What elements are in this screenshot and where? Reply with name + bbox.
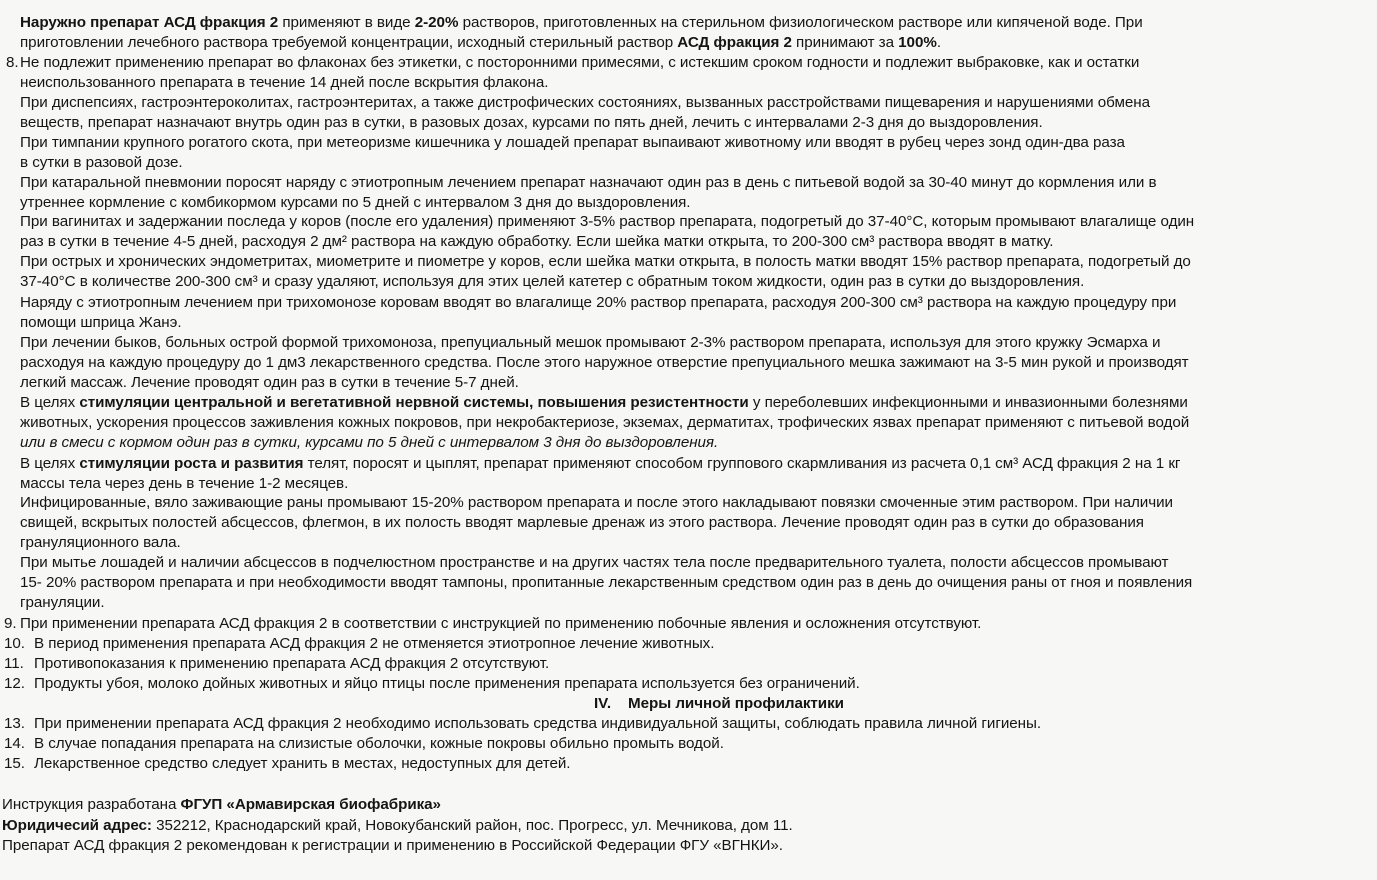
text-line [20, 434, 718, 452]
item-number: 9. [4, 615, 17, 632]
text-run: 37-40°С в количестве 200-300 см³ и сразу удаляют, используя для этих целей катетер с обратным током жидкости, один раз в сутки до выздоровления. [20, 273, 1085, 290]
bold-text: 100% [898, 34, 937, 51]
text-line [20, 314, 182, 332]
bold-text: стимуляции центральной и вегетативной нервной системы, повышения резистентности [79, 394, 749, 411]
text-run: легкий массаж. Лечение проводят один раз в сутки в течение 5-7 дней. [20, 374, 519, 391]
italic-text: или в смеси с кормом один раз в сутки, курсами по 5 дней с интервалом 3 дня до выздоровления. [20, 434, 719, 451]
item-number: 10. [4, 635, 25, 652]
text-run: 15- 20% раствором препарата и при необходимости вводят тампоны, пропитанные лекарственным средством один раз в день до очищения раны от гноя и появления [20, 574, 1193, 591]
text-line [34, 715, 1041, 733]
text-line [20, 233, 1053, 251]
text-line [34, 675, 860, 693]
text-line [20, 154, 183, 172]
text-run: Противопоказания к применению препарата АСД фракция 2 отсутствуют. [34, 655, 550, 672]
text-line [20, 394, 1188, 412]
item-number: 14. [4, 735, 25, 752]
text-run: массы тела через день в течение 1-2 месяцев. [20, 475, 349, 492]
text-run: При диспепсиях, гастроэнтероколитах, гастроэнтеритах, а также дистрофических состояниях, вызванных расстройствами пищеварения и нарушениями обмена [20, 94, 1150, 111]
text-run: свищей, вскрытых полостей абсцессов, флегмон, в их полость вводят марлевые дренаж из этого раствора. Лечение проводят один раз в сутки до образования [20, 514, 1144, 531]
text-line [20, 374, 519, 392]
text-run: неиспользованного препарата в течение 14 дней после вскрытия флакона. [20, 74, 549, 91]
text-line [20, 494, 1173, 512]
text-line [34, 755, 570, 773]
text-run: В период применения препарата АСД фракция 2 не отменяется этиотропное лечение животных. [34, 635, 715, 652]
text-line [20, 114, 1043, 132]
text-run: животных, ускорения процессов заживления кожных покровов, при некробактериозе, экземах, дерматитах, трофических язвах препарат применяют с питьевой водой [20, 414, 1190, 431]
item-number: IV. [594, 695, 612, 712]
text-line [20, 54, 1139, 72]
footer-line [2, 796, 441, 814]
bold-text: ФГУП «Армавирская биофабрика» [180, 796, 441, 813]
text-run: При мытье лошадей и наличии абсцессов в подчелюстном пространстве и на других частях тела после предварительного туалета, полости абсцессов промывают [20, 554, 1169, 571]
text-run: раз в сутки в течение 4-5 дней, расходуя 2 дм² раствора на каждую обработку. Если шейка матки открыта, то 200-300 см³ раствора вводят в матку. [20, 233, 1054, 250]
text-run: Инфицированные, вяло заживающие раны промывают 15-20% раствором препарата и после этого накладывают повязки смоченные этим раствором. При наличии [20, 494, 1173, 511]
text-line [20, 354, 1189, 372]
text-run: 352212, Краснодарский край, Новокубанский район, пос. Прогресс, ул. Мечникова, дом 11. [151, 817, 793, 834]
bold-text: Меры личной профилактики [628, 695, 844, 712]
text-run: . [936, 34, 941, 51]
text-run: При применении препарата АСД фракция 2 в соответствии с инструкцией по применению побочные явления и осложнения отсутствуют. [20, 615, 982, 632]
text-line [34, 655, 549, 673]
text-line [20, 74, 548, 92]
text-run: Лекарственное средство следует хранить в местах, недоступных для детей. [34, 755, 571, 772]
text-run: телят, поросят и цыплят, препарат применяют способом группового скармливания из расчета 0,1 см³ АСД фракция 2 на 1 кг [303, 455, 1181, 472]
bold-text: АСД фракция 2 [677, 34, 792, 51]
text-run: При вагинитах и задержании последа у коров (после его удаления) применяют 3-5% раствор препарата, подогретый до 37-40°С, которым промывают влагалище один [20, 213, 1195, 230]
text-run: В целях [20, 455, 80, 472]
footer-line [2, 817, 793, 835]
text-line [20, 213, 1194, 231]
text-line [34, 735, 724, 753]
text-line [20, 194, 690, 212]
text-line [20, 615, 981, 633]
text-run: растворов, приготовленных на стерильном физиологическом растворе или кипяченой воде. При [458, 14, 1143, 31]
text-run: Не подлежит применению препарат во флаконах без этикетки, с посторонними примесями, с истекшим сроком годности и подлежит выбраковке, как и остатки [20, 54, 1140, 71]
text-run: расходуя на каждую процедуру до 1 дм3 лекарственного средства. После этого наружное отверстие препуциального мешка зажимают на 3-5 мин рукой и производят [20, 354, 1189, 371]
text-line [20, 294, 1176, 312]
text-line [20, 455, 1180, 473]
text-run: В случае попадания препарата на слизистые оболочки, кожные покровы обильно промыть водой. [34, 735, 724, 752]
text-run: у переболевших инфекционными и инвазионными болезнями [748, 394, 1188, 411]
text-run: в сутки в разовой дозе. [20, 154, 183, 171]
text-run: грануляционного вала. [20, 534, 181, 551]
text-run: приготовлении лечебного раствора требуемой концентрации, исходный стерильный раствор [20, 34, 678, 51]
text-run: При лечении быков, больных острой формой трихомоноза, препуциальный мешок промывают 2-3% раствором препарата, используя для этого кружку Эсмарха и [20, 334, 1161, 351]
text-run: При применении препарата АСД фракция 2 необходимо использовать средства индивидуальной защиты, соблюдать правила личной гигиены. [34, 715, 1042, 732]
item-number: 15. [4, 755, 25, 772]
bold-text: Юридичесий адрес: [2, 817, 152, 834]
text-run: Препарат АСД фракция 2 рекомендован к регистрации и применению в Российской Федерации ФГУ «ВГНКИ». [2, 837, 783, 854]
text-line [20, 574, 1192, 592]
text-line [20, 534, 181, 552]
bold-text: 2-20% [414, 14, 459, 31]
text-run: При катаральной пневмонии поросят наряду с этиотропным лечением препарат назначают один раз в день с питьевой водой за 30-40 минут до кормления или в [20, 174, 1157, 191]
text-run: грануляции. [20, 594, 105, 611]
text-line [20, 273, 1084, 291]
text-line [20, 34, 941, 52]
text-run: Наряду с этиотропным лечением при трихомонозе коровам вводят во влагалище 20% раствор препарата, расходуя 200-300 см³ раствора на каждую процедуру при [20, 294, 1177, 311]
text-run: Инструкция разработана [2, 796, 181, 813]
text-line [34, 635, 714, 653]
text-run: помощи шприца Жанэ. [20, 314, 182, 331]
text-line [20, 554, 1168, 572]
text-line [20, 514, 1144, 532]
text-line [20, 134, 1125, 152]
item-number: 11. [4, 655, 24, 672]
text-line [628, 695, 844, 713]
text-run: утреннее кормление с комбикормом курсами по 5 дней с интервалом 3 дня до выздоровления. [20, 194, 691, 211]
item-number: 12. [4, 675, 25, 692]
text-line [20, 94, 1150, 112]
text-line [20, 253, 1191, 271]
item-number: 8. [6, 54, 19, 71]
text-line [20, 174, 1157, 192]
text-run: При тимпании крупного рогатого скота, при метеоризме кишечника у лошадей препарат выпаивают животному или вводят в рубец через зонд один-два раза [20, 134, 1125, 151]
text-run: принимают за [791, 34, 899, 51]
item-number: 13. [4, 715, 25, 732]
footer-line [2, 837, 783, 855]
text-line [20, 14, 1143, 32]
text-line [20, 414, 1189, 432]
text-run: В целях [20, 394, 80, 411]
text-line [20, 475, 348, 493]
text-line [20, 594, 105, 612]
bold-text: Наружно препарат АСД фракция 2 [20, 14, 279, 31]
text-run: применяют в виде [278, 14, 415, 31]
text-run: веществ, препарат назначают внутрь один раз в сутки, в разовых дозах, курсами по пять дней, лечить с интервалами 2-3 дня до выздоровления. [20, 114, 1043, 131]
bold-text: стимуляции роста и развития [79, 455, 304, 472]
text-run: При острых и хронических эндометритах, миометрите и пиометре у коров, если шейка матки открыта, в полость матки вводят 15% раствор препарата, подогретый до [20, 253, 1191, 270]
text-run: Продукты убоя, молоко дойных животных и яйцо птицы после применения препарата используется без ограничений. [34, 675, 860, 692]
text-line [20, 334, 1160, 352]
